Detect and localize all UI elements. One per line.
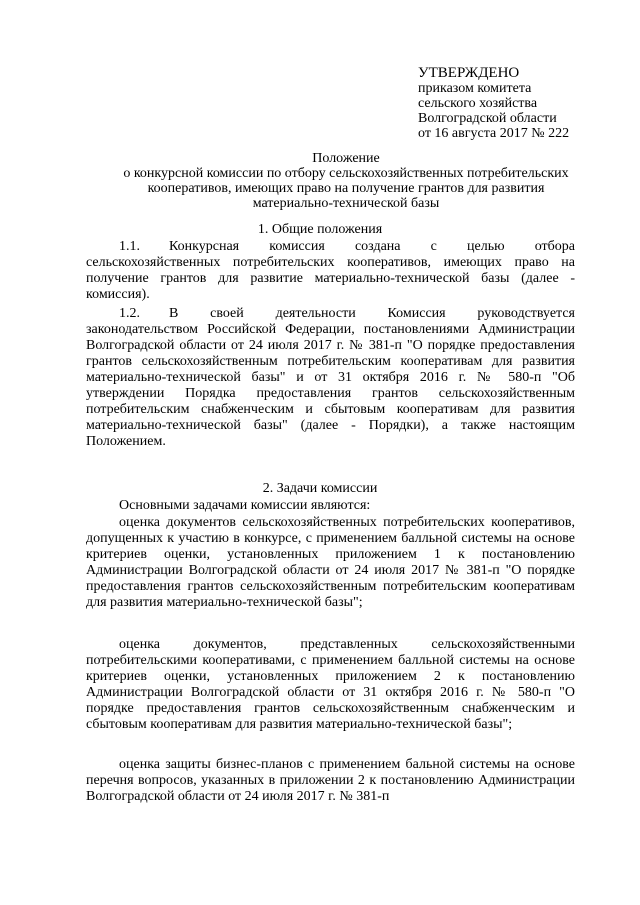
document-title-line: материально-технической базы — [252, 196, 440, 211]
task-item: оценка защиты бизнес-планов с применением бальной системы на основе перечня вопросов, указанных в приложении 2 к постановлению Администрации Волгоградской области от 24 июля 2017 г. № 381-п — [86, 757, 575, 804]
approval-line: сельского хозяйства — [418, 96, 538, 111]
section-heading-tasks: 2. Задачи комиссии — [262, 481, 378, 496]
document-title — [60, 151, 632, 211]
approval-line: от 16 августа 2017 № 222 — [418, 126, 570, 141]
task-item: оценка документов, представленных сельскохозяйственными потребительскими кооперативами, с применением балльной системы на основе критериев оценки, установленных приложением 2 к постановлению Администрации Волгоградской области от 31 октября 2016 г. № 580-п "О порядке предоставления грантов сельскохозяйственным снабженческим и сбытовым кооперативам для развития материально-технической базы"; — [86, 637, 575, 732]
document-title-line: о конкурсной комиссии по отбору сельскохозяйственных потребительских — [123, 166, 569, 181]
approval-stamp — [418, 66, 623, 141]
paragraph-1-2 — [86, 306, 575, 450]
paragraph-number: 1.1. — [119, 239, 140, 254]
approval-line: приказом комитета — [418, 81, 532, 96]
tasks-intro: Основными задачами комиссии являются: — [119, 498, 371, 513]
document-title-line: Положение — [312, 151, 380, 166]
document-title-line: кооперативов, имеющих право на получение грантов для развития — [147, 181, 545, 196]
approval-line: Волгоградской области — [418, 111, 557, 126]
paragraph-1-1 — [86, 239, 575, 303]
paragraph-text: Конкурсная комиссия создана с целью отбора сельскохозяйственных потребительских кооперативов, имеющих право на получение грантов для развитие материально-технической базы (далее - комиссия). — [86, 239, 575, 302]
approval-title: УТВЕРЖДЕНО — [418, 65, 520, 81]
section-heading-general: 1. Общие положения — [257, 222, 383, 237]
paragraph-number: 1.2. — [119, 306, 140, 321]
task-item: оценка документов сельскохозяйственных потребительских кооперативов, допущенных к участию в конкурсе, с применением балльной системы на основе критериев оценки, установленных приложением 1 к постановлению Администрации Волгоградской области от 24 июля 2017 № 381-п "О порядке предоставления грантов сельскохозяйственным потребительским кооперативам для развития материально-технической базы"; — [86, 515, 575, 610]
paragraph-text: В своей деятельности Комиссия руководствуется законодательством Российской Федерации, постановлениями Администрации Волгоградской области от 24 июля 2017 г. № 381-п "О порядке предоставления грантов сельскохозяйственным потребительским кооперативам для развития материально-технической базы" и от 31 октября 2016 г. № 580-п "Об утверждении Порядка предоставления грантов сельскохозяйственным потребительским снабженческим и сбытовым кооперативам для развития материально-технической базы" (далее - Порядки), а также настоящим Положением. — [86, 306, 575, 449]
